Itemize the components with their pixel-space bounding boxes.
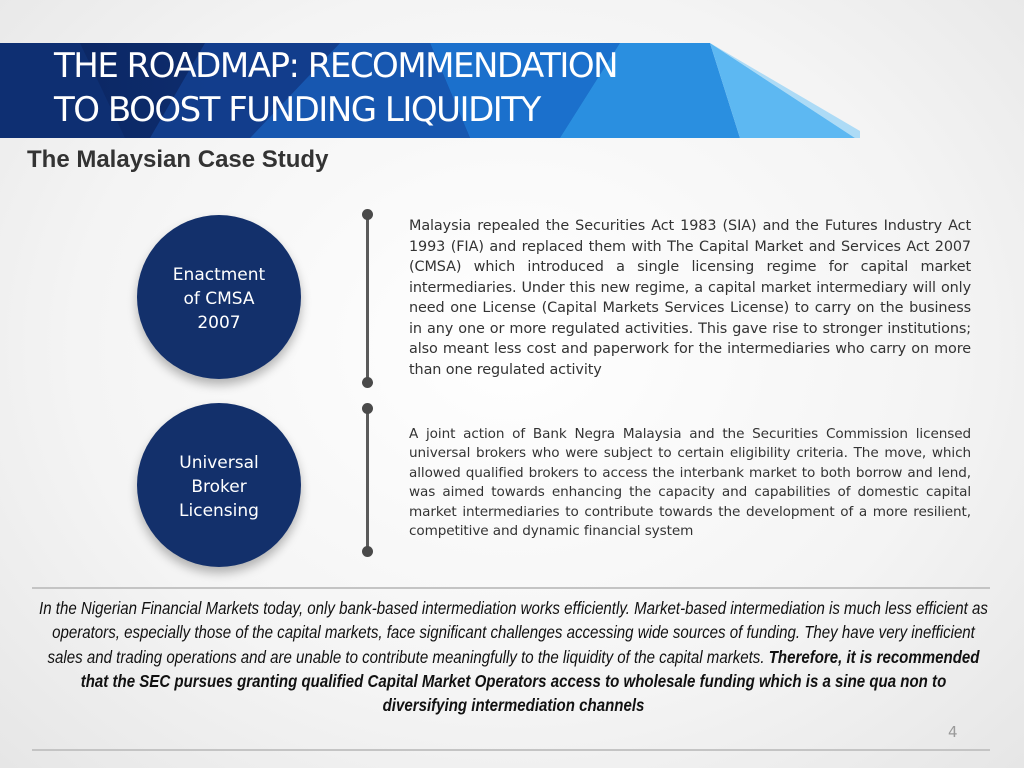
separator-line [32,749,990,751]
slide-title [54,44,617,132]
title-line-2: TO BOOST FUNDING LIQUIDITY [54,90,540,130]
divider-line [366,214,369,382]
circle-label: Enactment of CMSA 2007 [172,265,266,333]
title-line-1: THE ROADMAP: RECOMMENDATION [54,46,618,86]
divider-dot [362,403,373,414]
conclusion-text [37,596,989,717]
item-description: Malaysia repealed the Securities Act 1983 (SIA) and the Futures Industry Act 1993 (FIA) and replaced them with The Capital Market and Services Act 2007 (CMSA) which introduced a single licensing regime for capital market intermediaries. Under this new regime, a capital market intermediary will only need one License (Capital Markets Services License) to carry on the business in any one or more regulated activities. This gave rise to stronger institutions; also meant less cost and paperwork for the intermediaries who carry on more than one regulated activity [409,218,971,378]
conclusion-intro: In the Nigerian Financial Markets today, only bank-based intermediation works efficiently. Market-based intermediation is much less efficient as operators, especially those of the capital markets, face significant challenges accessing wide sources of funding. They have very inefficient sales and trading operations and are unable to contribute meaningfully to the liquidity of the capital markets. [39,598,988,667]
slide-subtitle: The Malaysian Case Study [27,146,329,173]
circle-universal-broker [137,403,301,567]
divider-dot [362,209,373,220]
divider-line [366,408,369,551]
conclusion-recommendation: Therefore, it is recommended that the SEC pursues granting qualified Capital Market Operators access to wholesale funding which is a sine qua non to diversifying intermediation channels [80,646,980,716]
circle-label: Universal Broker Licensing [179,453,259,521]
circle-enactment-cmsa [137,215,301,379]
page-number: 4 [948,723,958,741]
divider-dot [362,377,373,388]
item-description: A joint action of Bank Negra Malaysia and the Securities Commission licensed universal brokers who were subject to certain eligibility criteria. The move, which allowed qualified brokers to access the interbank market to both borrow and lend, was aimed towards enhancing the capacity and capabilities of domestic capital market intermediaries to contribute towards the development of a more resilient, competitive and dynamic financial system [409,426,971,540]
separator-line [32,587,990,589]
divider-dot [362,546,373,557]
